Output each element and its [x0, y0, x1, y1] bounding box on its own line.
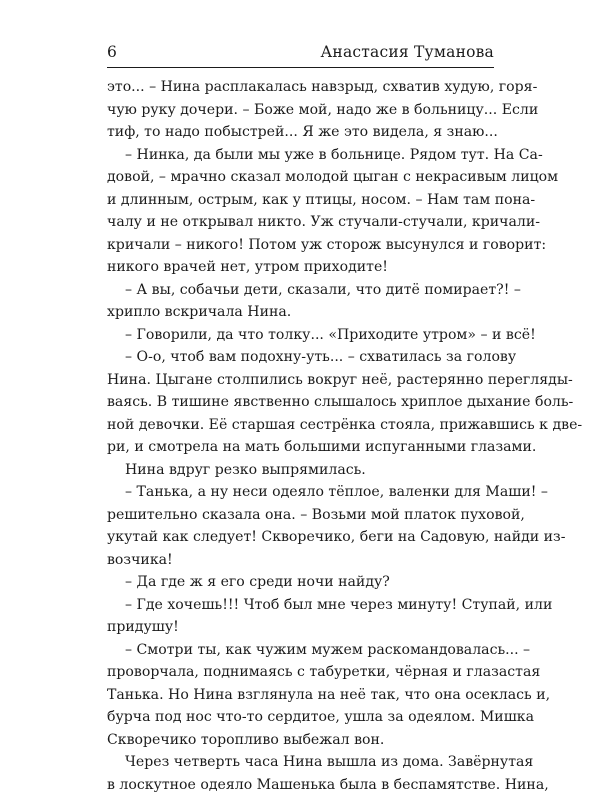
text-line: бурча под нос что-то сердитое, ушла за одеялом. Мишка	[107, 706, 494, 729]
text-line: в лоскутное одеяло Машенька была в беспамятстве. Нина,	[107, 774, 494, 796]
text-line: и длинным, острым, как у птицы, носом. – Нам там пона-	[107, 189, 494, 212]
text-line: хрипло вскричала Нина.	[107, 301, 494, 324]
text-line: тиф, то надо побыстрей... Я же это видела, я знаю...	[107, 121, 494, 144]
text-line: ной девочки. Её старшая сестрёнка стояла, прижавшись к две-	[107, 414, 494, 437]
running-head-author: Анастасия Туманова	[320, 38, 494, 66]
text-line: проворчала, поднимаясь с табуретки, чёрная и глазастая	[107, 661, 494, 684]
text-line: это... – Нина расплакалась навзрыд, схватив худую, горя-	[107, 76, 494, 99]
body-text	[107, 76, 494, 796]
text-line: – Нинка, да были мы уже в больнице. Рядом тут. На Са-	[107, 144, 494, 167]
text-line: ваясь. В тишине явственно слышалось хриплое дыхание боль-	[107, 391, 494, 414]
running-head	[107, 38, 494, 66]
text-line: – Где хочешь!!! Чтоб был мне через минуту! Ступай, или	[107, 594, 494, 617]
text-line: кричали – никого! Потом уж сторож высунулся и говорит:	[107, 234, 494, 257]
text-line: – О-о, чтоб вам подохну-уть... – схватилась за голову	[107, 346, 494, 369]
text-line: ри, и смотрела на мать большими испуганными глазами.	[107, 436, 494, 459]
text-line: решительно сказала она. – Возьми мой платок пуховой,	[107, 504, 494, 527]
text-line: чалу и не открывал никто. Уж стучали-стучали, кричали-	[107, 211, 494, 234]
text-line: – Смотри ты, как чужим мужем раскомандовалась... –	[107, 639, 494, 662]
header-rule	[107, 67, 494, 68]
page-number: 6	[107, 38, 117, 66]
text-line: Нина вдруг резко выпрямилась.	[107, 459, 494, 482]
text-line: – Говорили, да что толку... «Приходите утром» – и всё!	[107, 324, 494, 347]
text-line: укутай как следует! Скворечико, беги на Садовую, найди из-	[107, 526, 494, 549]
text-line: – Да где ж я его среди ночи найду?	[107, 571, 494, 594]
text-line: возчика!	[107, 549, 494, 572]
text-line: Скворечико торопливо выбежал вон.	[107, 729, 494, 752]
text-line: Танька. Но Нина взглянула на неё так, что она осеклась и,	[107, 684, 494, 707]
text-line: Нина. Цыгане столпились вокруг неё, растерянно перегляды-	[107, 369, 494, 392]
text-line: довой, – мрачно сказал молодой цыган с некрасивым лицом	[107, 166, 494, 189]
text-line: никого врачей нет, утром приходите!	[107, 256, 494, 279]
text-line: придушу!	[107, 616, 494, 639]
text-line: Через четверть часа Нина вышла из дома. Завёрнутая	[107, 751, 494, 774]
text-line: чую руку дочери. – Боже мой, надо же в больницу... Если	[107, 99, 494, 122]
text-line: – А вы, собачьи дети, сказали, что дитё помирает?! –	[107, 279, 494, 302]
text-line: – Танька, а ну неси одеяло тёплое, валенки для Маши! –	[107, 481, 494, 504]
